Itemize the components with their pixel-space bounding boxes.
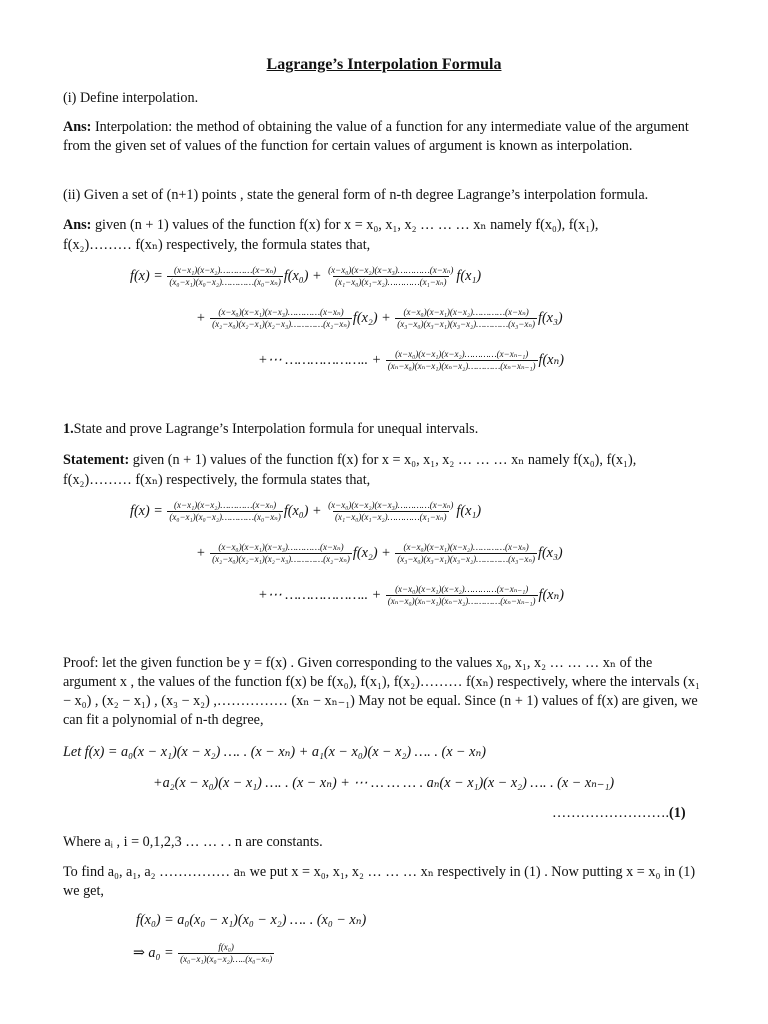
a0-fraction <box>178 942 274 965</box>
fraction-term-3 <box>395 307 537 330</box>
equation-tag-dots: ……………………. <box>552 805 670 821</box>
a0-lhs: ⇒ a₀ = <box>133 944 174 961</box>
statement-label: Statement: <box>63 452 130 468</box>
formula-2-row-2 <box>196 542 563 565</box>
to-find-paragraph: To find a₀, a₁, a₂ …………… aₙ we put x = x₀, x₁, x₂ … … … xₙ respectively in (1) . Now putting x = x₀ in (1) we get, <box>63 864 696 899</box>
fraction-numerator: (x−x₀)(x−x₂)(x−x₃)…………(x−xₙ) <box>328 500 454 510</box>
fraction-denominator: (xₙ−x₀)(xₙ−x₁)(xₙ−x₂)…………(xₙ−xₙ₋₁) <box>387 361 536 371</box>
formula-plus: + <box>196 309 206 326</box>
formula-lhs: f(x) = <box>130 267 163 284</box>
fraction-denominator: (xₙ−x₀)(xₙ−x₁)(xₙ−x₂)…………(xₙ−xₙ₋₁) <box>387 596 536 606</box>
f-x0-equation: f(x₀) = a₀(x₀ − x₁)(x₀ − x₂) …. . (x₀ − xₙ) <box>136 912 367 928</box>
question-general-form: (ii) Given a set of (n+1) points , state the general form of n-th degree Lagrange’s interpolation formula. <box>63 187 649 203</box>
fraction-denominator: (x₀−x₁)(x₀−x₂)…………(x₀−xₙ) <box>169 512 281 522</box>
constants-line: Where aᵢ , i = 0,1,2,3 … … . . n are constants. <box>63 834 323 850</box>
fraction-numerator: (x−x₀)(x−x₁)(x−x₂)…………(x−xₙ) <box>403 307 529 317</box>
formula-lhs: f(x) = <box>130 502 163 519</box>
answer-given-text: given (n + 1) values of the function f(x) for x = x₀, x₁, x₂ … … … xₙ namely f(x₀), f(x₁), <box>91 217 599 233</box>
fraction-term-1 <box>326 265 455 288</box>
answer-given-line-2: f(x₂)……… f(xₙ) respectively, the formula states that, <box>63 237 371 253</box>
fraction-numerator: (x−x₀)(x−x₂)(x−x₃)…………(x−xₙ) <box>328 265 454 275</box>
answer-label: Ans: <box>63 119 92 135</box>
fraction-denominator: (x₂−x₀)(x₂−x₁)(x₂−x₃)…………(x₂−xₙ) <box>212 554 350 564</box>
answer-definition <box>63 118 703 156</box>
fraction-numerator: (x−x₁)(x−x₂)…………(x−xₙ) <box>174 500 277 510</box>
statement-line-1 <box>63 451 636 469</box>
equation-tag <box>552 804 686 822</box>
fraction-term-2 <box>210 307 352 330</box>
answer-label: Ans: <box>63 217 92 233</box>
fraction-denominator: (x₀−x₁)(x₀−x₂)…………(x₀−xₙ) <box>169 277 281 287</box>
section-title: State and prove Lagrange’s Interpolation formula for unequal intervals. <box>73 421 479 437</box>
answer-text: Interpolation: the method of obtaining the value of a function for any intermediate value of the argument from the given set of values of the function for certain values of argument is known as interpolation. <box>63 119 689 154</box>
statement-line-2: f(x₂)……… f(xₙ) respectively, the formula states that, <box>63 472 371 488</box>
fraction-numerator: (x−x₁)(x−x₂)…………(x−xₙ) <box>174 265 277 275</box>
formula-2-row-3 <box>258 584 564 607</box>
formula-2-row-1 <box>130 500 481 523</box>
statement-text: given (n + 1) values of the function f(x) for x = x₀, x₁, x₂ … … … xₙ namely f(x₀), f(x₁), <box>129 452 637 468</box>
fraction-term-n <box>386 584 538 607</box>
question-define-interpolation: (i) Define interpolation. <box>63 90 199 106</box>
section-number: 1. <box>63 421 74 437</box>
fraction-numerator: (x−x₀)(x−x₁)(x−x₃)…………(x−xₙ) <box>218 307 344 317</box>
formula-row-1 <box>130 265 481 288</box>
fraction-numerator: (x−x₀)(x−x₁)(x−x₂)…………(x−xₙ₋₁) <box>395 349 529 359</box>
formula-row-3 <box>258 349 564 372</box>
formula-f-term: f(xₙ) <box>538 351 564 368</box>
formula-f-term: f(x₂) + <box>352 309 391 326</box>
fraction-term-0 <box>167 500 282 523</box>
fraction-term-2 <box>210 542 352 565</box>
answer-given-line-1 <box>63 216 598 234</box>
page-title: Lagrange’s Interpolation Formula <box>266 56 502 73</box>
fraction-denominator: (x₂−x₀)(x₂−x₁)(x₂−x₃)…………(x₂−xₙ) <box>212 319 350 329</box>
formula-f-term: f(x₀) + <box>283 502 322 519</box>
formula-f-term: f(x₃) <box>538 309 563 326</box>
section-1-heading <box>63 420 478 438</box>
proof-paragraph: Proof: let the given function be y = f(x) . Given corresponding to the values x₀, x₁, x₂ … … … xₙ of the argument x , the values of the function f(x) be f(x₀), f(x₁), f(x₂)……… f(xₙ) respectively, where the intervals (x₁ − x₀) , (x₂ − x₁) , (x₃ − x₂) ,…………… (xₙ − xₙ₋₁) May not be equal. Since (n + 1) values of f(x) are given, we can fit a polynomial of n-th degree, <box>63 655 700 728</box>
formula-dots: +⋯ ……………….. + <box>258 586 382 603</box>
formula-f-term: f(x₂) + <box>352 544 391 561</box>
fraction-numerator: (x−x₀)(x−x₁)(x−x₃)…………(x−xₙ) <box>218 542 344 552</box>
fraction-denominator: (x₀−x₁)(x₀−x₂)…..(x₀−xₙ) <box>180 954 273 964</box>
fraction-denominator: (x₁−x₀)(x₁−x₂)…………(x₁−xₙ) <box>335 277 447 287</box>
fraction-term-0 <box>167 265 282 288</box>
polynomial-line-2: +a₂(x − x₀)(x − x₁) …. . (x − xₙ) + ⋯ … … … . aₙ(x − x₁)(x − x₂) …. . (x − xₙ₋₁) <box>153 775 615 791</box>
formula-row-2 <box>196 307 563 330</box>
formula-f-term: f(x₁) <box>456 267 482 284</box>
formula-f-term: f(x₃) <box>538 544 563 561</box>
formula-dots: +⋯ ……………….. + <box>258 351 382 368</box>
formula-f-term: f(x₁) <box>456 502 482 519</box>
fraction-denominator: (x₃−x₀)(x₃−x₁)(x₃−x₂)…………(x₃−xₙ) <box>397 554 536 564</box>
a0-equation <box>133 942 275 965</box>
fraction-numerator: (x−x₀)(x−x₁)(x−x₂)…………(x−xₙ₋₁) <box>395 584 529 594</box>
fraction-denominator: (x₃−x₀)(x₃−x₁)(x₃−x₂)…………(x₃−xₙ) <box>397 319 536 329</box>
fraction-term-1 <box>326 500 455 523</box>
fraction-term-3 <box>395 542 537 565</box>
formula-f-term: f(xₙ) <box>538 586 564 603</box>
polynomial-line-1: Let f(x) = a₀(x − x₁)(x − x₂) …. . (x − xₙ) + a₁(x − x₀)(x − x₂) …. . (x − xₙ) <box>63 744 486 760</box>
fraction-term-n <box>386 349 538 372</box>
fraction-numerator: (x−x₀)(x−x₁)(x−x₂)…………(x−xₙ) <box>403 542 529 552</box>
formula-f-term: f(x₀) + <box>283 267 322 284</box>
fraction-numerator: f(x₀) <box>218 942 234 952</box>
fraction-denominator: (x₁−x₀)(x₁−x₂)…………(x₁−xₙ) <box>335 512 447 522</box>
formula-plus: + <box>196 544 206 561</box>
equation-number: (1) <box>669 805 686 821</box>
